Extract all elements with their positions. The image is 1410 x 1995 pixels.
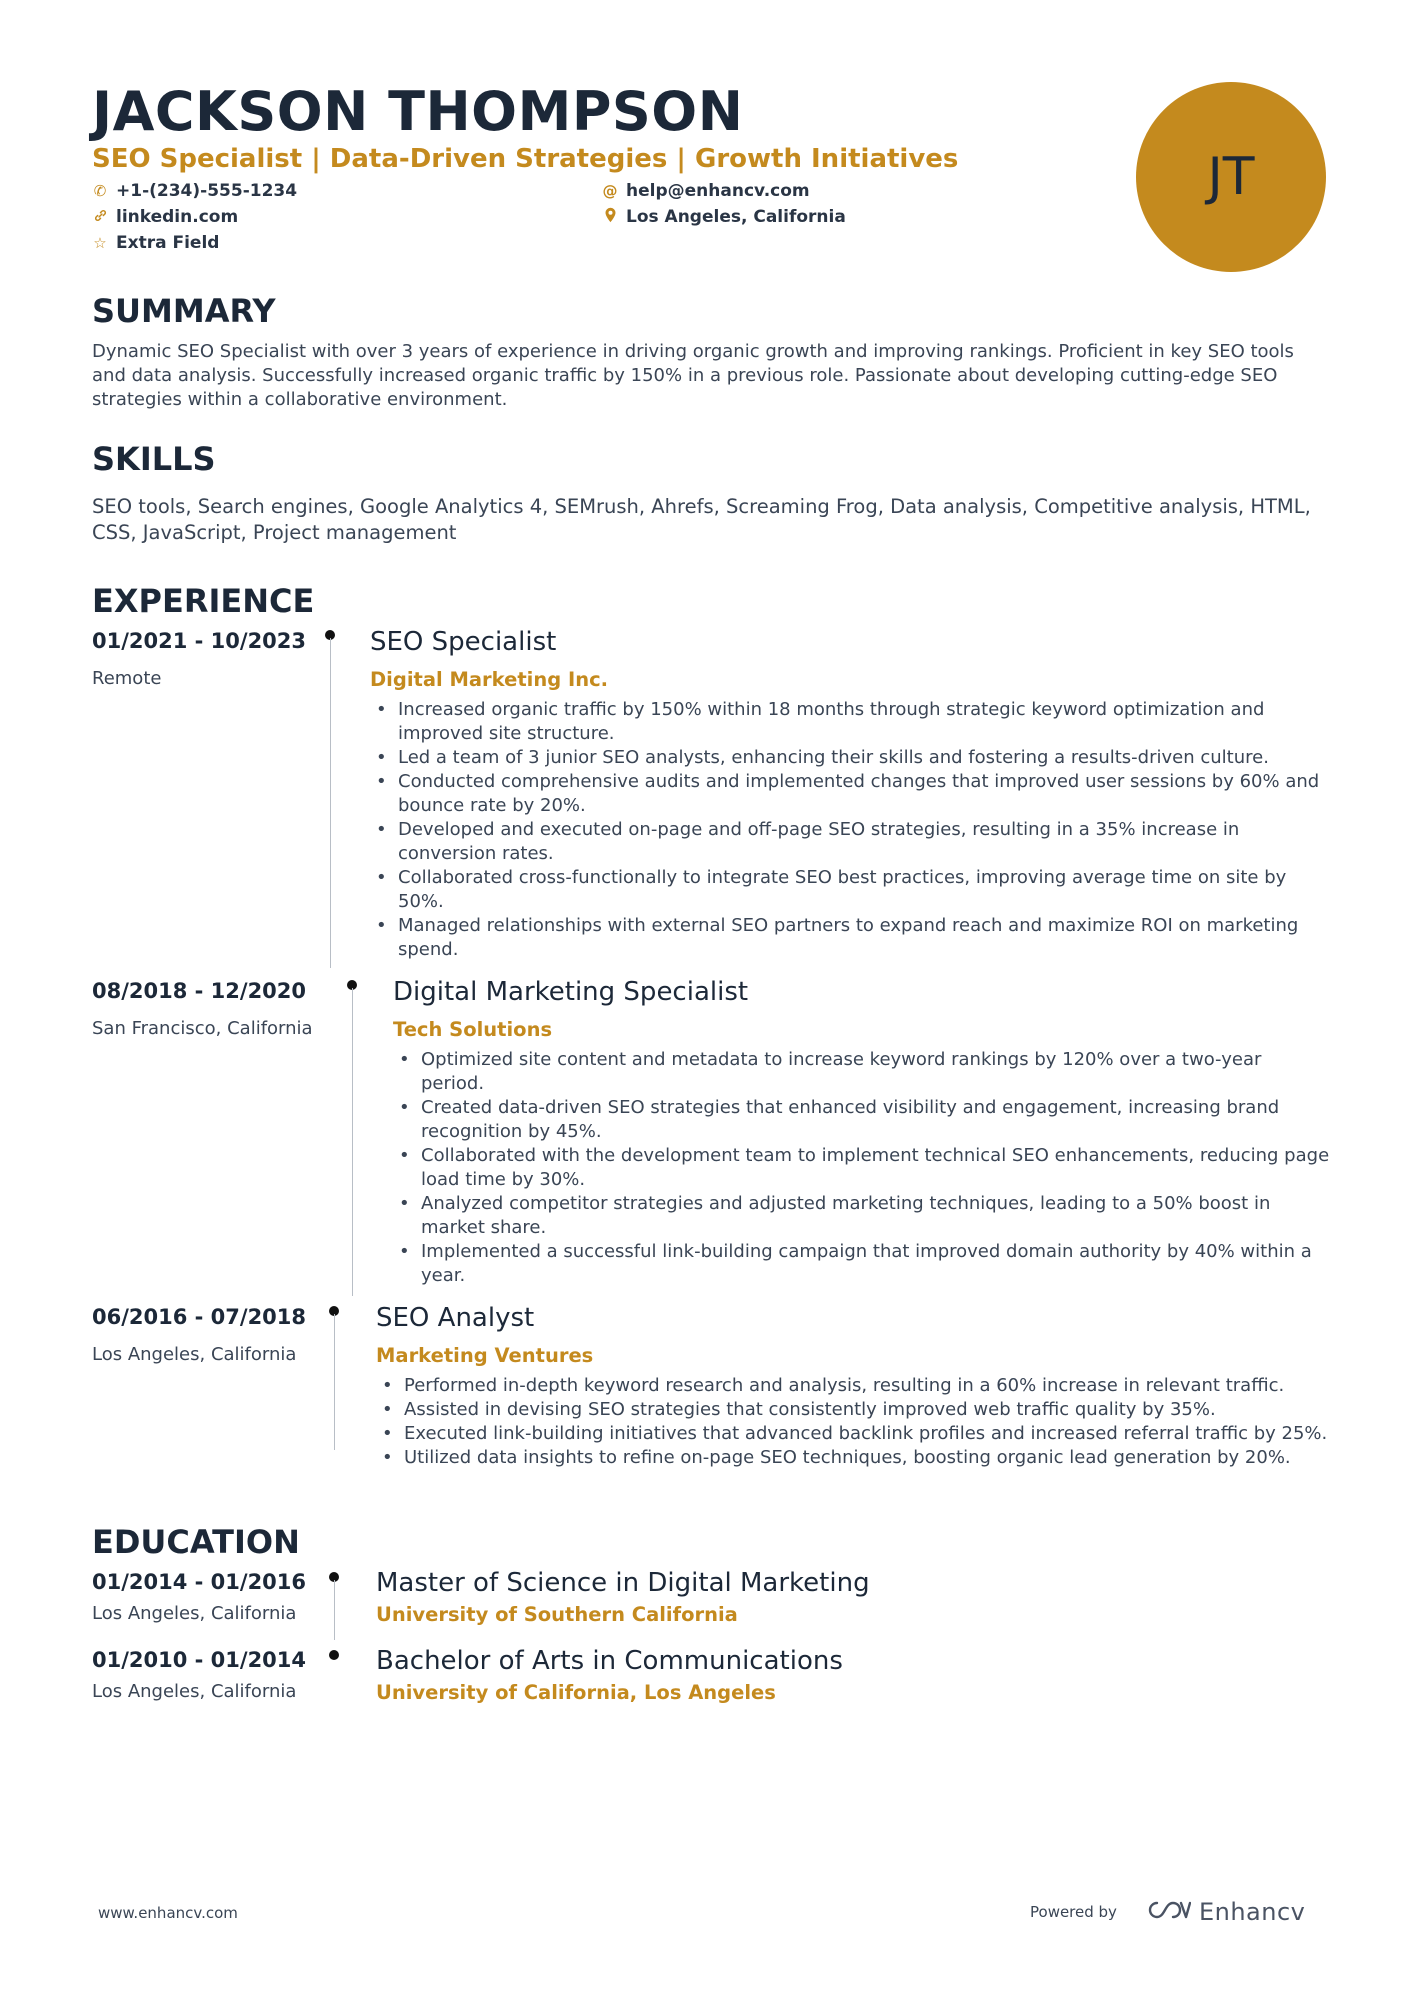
- link-icon: [92, 208, 108, 227]
- email-text[interactable]: help@enhancv.com: [626, 181, 810, 201]
- timeline-dot: [329, 1650, 339, 1660]
- contact-extra: [92, 233, 219, 253]
- job-bullets: [378, 1374, 1328, 1470]
- edu-dates: 01/2010 - 01/2014: [92, 1648, 307, 1672]
- star-icon: ☆: [93, 234, 107, 252]
- experience-heading: EXPERIENCE: [92, 582, 315, 620]
- map-pin-icon: [602, 207, 618, 227]
- timeline-line: [330, 638, 331, 968]
- timeline-line: [334, 1580, 335, 1640]
- list-item: • Collaborated cross-functionally to integrate SEO best practices, improving average time on site by 50%.: [372, 866, 1322, 914]
- summary-heading: SUMMARY: [92, 292, 276, 330]
- enhancv-logo-icon: [1145, 1899, 1191, 1925]
- list-item: • Created data-driven SEO strategies that enhanced visibility and engagement, increasing brand recognition by 45%.: [395, 1096, 1330, 1144]
- list-item: • Executed link-building initiatives that advanced backlink profiles and increased referral traffic by 25%.: [378, 1422, 1328, 1446]
- job-role: SEO Specialist: [370, 627, 557, 657]
- footer-brand: [1030, 1898, 1305, 1926]
- list-item: • Optimized site content and metadata to increase keyword rankings by 120% over a two-year period.: [395, 1048, 1330, 1096]
- education-heading: EDUCATION: [92, 1523, 300, 1561]
- job-company: Tech Solutions: [393, 1018, 553, 1041]
- extra-text: Extra Field: [116, 233, 220, 253]
- candidate-tagline: SEO Specialist | Data-Driven Strategies | Growth Initiatives: [92, 144, 959, 174]
- location-text: Los Angeles, California: [626, 207, 846, 227]
- avatar-initials: JT: [1207, 147, 1255, 207]
- edu-location: Los Angeles, California: [92, 1681, 297, 1702]
- phone-icon: ✆: [93, 182, 107, 200]
- job-role: SEO Analyst: [376, 1303, 535, 1333]
- list-item: • Led a team of 3 junior SEO analysts, enhancing their skills and fostering a results-driven culture.: [372, 746, 1322, 770]
- summary-text: Dynamic SEO Specialist with over 3 years of experience in driving organic growth and improving rankings. Proficient in key SEO tools and data analysis. Successfully increased organic traffic by 150% in a previous role. Passionate about developing cutting-edge SEO strategies within a collaborative environment.: [92, 341, 1294, 410]
- contact-linkedin[interactable]: [92, 207, 238, 227]
- job-dates: 08/2018 - 12/2020: [92, 979, 307, 1003]
- job-company: Marketing Ventures: [376, 1344, 594, 1367]
- list-item: • Increased organic traffic by 150% within 18 months through strategic keyword optimization and improved site structure.: [372, 698, 1322, 746]
- edu-dates: 01/2014 - 01/2016: [92, 1570, 307, 1594]
- job-bullets: [372, 698, 1322, 962]
- edu-location: Los Angeles, California: [92, 1603, 297, 1624]
- edu-degree: Bachelor of Arts in Communications: [376, 1646, 843, 1676]
- edu-school: University of Southern California: [376, 1603, 738, 1626]
- list-item: • Conducted comprehensive audits and implemented changes that improved user sessions by 60% and bounce rate by 20%.: [372, 770, 1322, 818]
- contact-location: [602, 207, 846, 227]
- powered-by-text: Powered by: [1030, 1903, 1117, 1921]
- list-item: • Assisted in devising SEO strategies that consistently improved web traffic quality by 35%.: [378, 1398, 1328, 1422]
- at-icon: @: [602, 182, 618, 200]
- job-company: Digital Marketing Inc.: [370, 668, 609, 691]
- job-location: San Francisco, California: [92, 1018, 313, 1039]
- job-bullets: [395, 1048, 1330, 1288]
- contact-email[interactable]: [602, 181, 810, 201]
- candidate-name: JACKSON THOMPSON: [92, 80, 744, 143]
- job-location: Remote: [92, 668, 162, 689]
- list-item: • Analyzed competitor strategies and adjusted marketing techniques, leading to a 50% boost in market share.: [395, 1192, 1330, 1240]
- edu-school: University of California, Los Angeles: [376, 1681, 776, 1704]
- edu-degree: Master of Science in Digital Marketing: [376, 1568, 870, 1598]
- footer-website[interactable]: www.enhancv.com: [98, 1904, 238, 1922]
- skills-text: SEO tools, Search engines, Google Analytics 4, SEMrush, Ahrefs, Screaming Frog, Data analysis, Competitive analysis, HTML, CSS, JavaScript, Project management: [92, 495, 1311, 544]
- job-dates: 01/2021 - 10/2023: [92, 629, 307, 653]
- list-item: • Performed in-depth keyword research and analysis, resulting in a 60% increase in relevant traffic.: [378, 1374, 1328, 1398]
- phone-text: +1-(234)-555-1234: [116, 181, 298, 201]
- skills-heading: SKILLS: [92, 440, 216, 478]
- job-dates: 06/2016 - 07/2018: [92, 1305, 307, 1329]
- brand-name: Enhancv: [1198, 1898, 1306, 1926]
- list-item: • Developed and executed on-page and off-page SEO strategies, resulting in a 35% increase in conversion rates.: [372, 818, 1322, 866]
- list-item: • Implemented a successful link-building campaign that improved domain authority by 40% within a year.: [395, 1240, 1330, 1288]
- avatar: [1136, 82, 1326, 272]
- list-item: • Utilized data insights to refine on-page SEO techniques, boosting organic lead generation by 20%.: [378, 1446, 1328, 1470]
- list-item: • Managed relationships with external SEO partners to expand reach and maximize ROI on marketing spend.: [372, 914, 1322, 962]
- timeline-line: [352, 988, 353, 1296]
- linkedin-text[interactable]: linkedin.com: [116, 207, 239, 227]
- job-role: Digital Marketing Specialist: [393, 977, 749, 1007]
- timeline-line: [334, 1314, 335, 1450]
- job-location: Los Angeles, California: [92, 1344, 297, 1365]
- contact-phone: [92, 181, 297, 201]
- list-item: • Collaborated with the development team to implement technical SEO enhancements, reducing page load time by 30%.: [395, 1144, 1330, 1192]
